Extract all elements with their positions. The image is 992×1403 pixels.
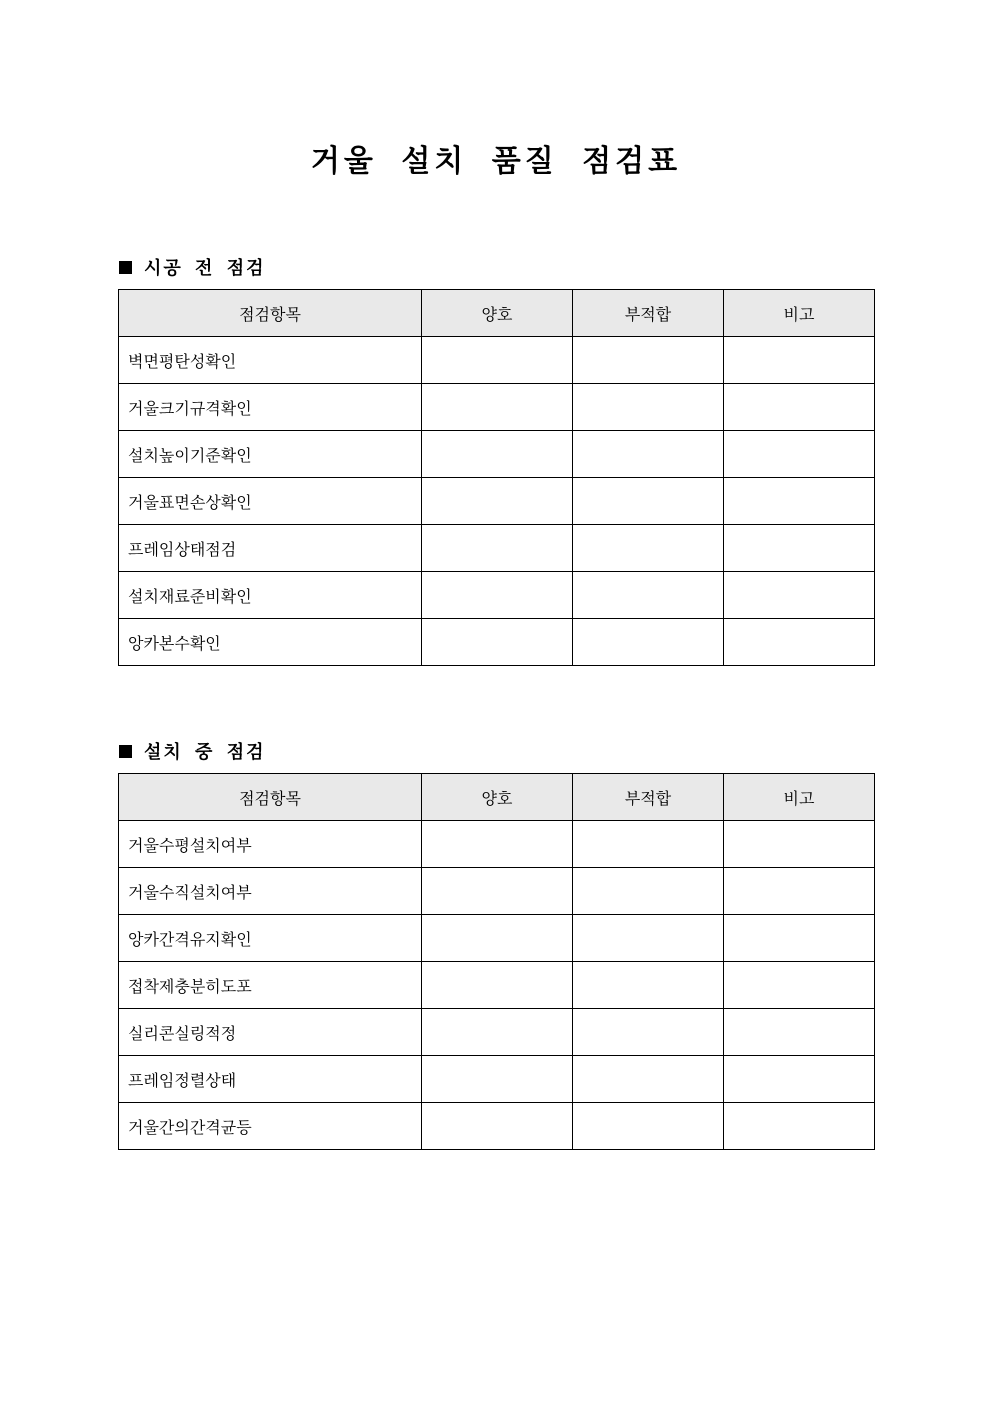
unsuitable-cell[interactable] (573, 525, 724, 572)
table-row (119, 384, 875, 431)
unsuitable-cell[interactable] (573, 572, 724, 619)
table-header-row (119, 290, 875, 337)
item-label: 거울표면손상확인 (119, 478, 422, 525)
remarks-cell[interactable] (724, 821, 875, 868)
table-row (119, 572, 875, 619)
good-cell[interactable] (422, 384, 573, 431)
remarks-cell[interactable] (724, 915, 875, 962)
item-label: 거울간의간격균등 (119, 1103, 422, 1150)
header-item: 점검항목 (119, 774, 422, 821)
item-label: 설치높이기준확인 (119, 431, 422, 478)
table-row (119, 868, 875, 915)
remarks-cell[interactable] (724, 1056, 875, 1103)
unsuitable-cell[interactable] (573, 619, 724, 666)
checklist-table-pre-construction (118, 289, 875, 666)
unsuitable-cell[interactable] (573, 431, 724, 478)
item-label: 앙카간격유지확인 (119, 915, 422, 962)
good-cell[interactable] (422, 1056, 573, 1103)
good-cell[interactable] (422, 821, 573, 868)
unsuitable-cell[interactable] (573, 1056, 724, 1103)
good-cell[interactable] (422, 915, 573, 962)
remarks-cell[interactable] (724, 384, 875, 431)
section-heading-pre-construction (119, 254, 265, 280)
table-row (119, 619, 875, 666)
remarks-cell[interactable] (724, 478, 875, 525)
table-header-row (119, 774, 875, 821)
table-row (119, 525, 875, 572)
unsuitable-cell[interactable] (573, 821, 724, 868)
header-unsuitable: 부적합 (573, 290, 724, 337)
good-cell[interactable] (422, 1103, 573, 1150)
item-label: 접착제충분히도포 (119, 962, 422, 1009)
item-label: 거울크기규격확인 (119, 384, 422, 431)
section-heading-label: 설치 중 점검 (144, 742, 266, 763)
unsuitable-cell[interactable] (573, 337, 724, 384)
item-label: 거울수평설치여부 (119, 821, 422, 868)
table-row (119, 478, 875, 525)
good-cell[interactable] (422, 525, 573, 572)
remarks-cell[interactable] (724, 619, 875, 666)
unsuitable-cell[interactable] (573, 915, 724, 962)
section-heading-label: 시공 전 점검 (144, 258, 266, 279)
remarks-cell[interactable] (724, 431, 875, 478)
header-unsuitable: 부적합 (573, 774, 724, 821)
item-label: 프레임정렬상태 (119, 1056, 422, 1103)
table-row (119, 962, 875, 1009)
document-title: 거울 설치 품질 점검표 (310, 144, 682, 179)
item-label: 거울수직설치여부 (119, 868, 422, 915)
remarks-cell[interactable] (724, 1103, 875, 1150)
header-good: 양호 (422, 774, 573, 821)
section-heading-during-installation (119, 738, 265, 764)
unsuitable-cell[interactable] (573, 1009, 724, 1056)
unsuitable-cell[interactable] (573, 1103, 724, 1150)
remarks-cell[interactable] (724, 962, 875, 1009)
good-cell[interactable] (422, 1009, 573, 1056)
good-cell[interactable] (422, 572, 573, 619)
item-label: 벽면평탄성확인 (119, 337, 422, 384)
square-bullet-icon (119, 745, 132, 758)
item-label: 프레임상태점검 (119, 525, 422, 572)
good-cell[interactable] (422, 962, 573, 1009)
remarks-cell[interactable] (724, 337, 875, 384)
table-row (119, 821, 875, 868)
square-bullet-icon (119, 261, 132, 274)
good-cell[interactable] (422, 431, 573, 478)
unsuitable-cell[interactable] (573, 962, 724, 1009)
unsuitable-cell[interactable] (573, 868, 724, 915)
unsuitable-cell[interactable] (573, 384, 724, 431)
table-row (119, 1103, 875, 1150)
good-cell[interactable] (422, 478, 573, 525)
checklist-table-during-installation (118, 773, 875, 1150)
table-row (119, 431, 875, 478)
table-row (119, 1009, 875, 1056)
item-label: 설치재료준비확인 (119, 572, 422, 619)
item-label: 앙카본수확인 (119, 619, 422, 666)
item-label: 실리콘실링적정 (119, 1009, 422, 1056)
good-cell[interactable] (422, 337, 573, 384)
unsuitable-cell[interactable] (573, 478, 724, 525)
table-row (119, 1056, 875, 1103)
table-row (119, 915, 875, 962)
header-remarks: 비고 (724, 290, 875, 337)
good-cell[interactable] (422, 619, 573, 666)
header-item: 점검항목 (119, 290, 422, 337)
remarks-cell[interactable] (724, 572, 875, 619)
header-remarks: 비고 (724, 774, 875, 821)
header-good: 양호 (422, 290, 573, 337)
remarks-cell[interactable] (724, 1009, 875, 1056)
remarks-cell[interactable] (724, 868, 875, 915)
remarks-cell[interactable] (724, 525, 875, 572)
good-cell[interactable] (422, 868, 573, 915)
table-row (119, 337, 875, 384)
